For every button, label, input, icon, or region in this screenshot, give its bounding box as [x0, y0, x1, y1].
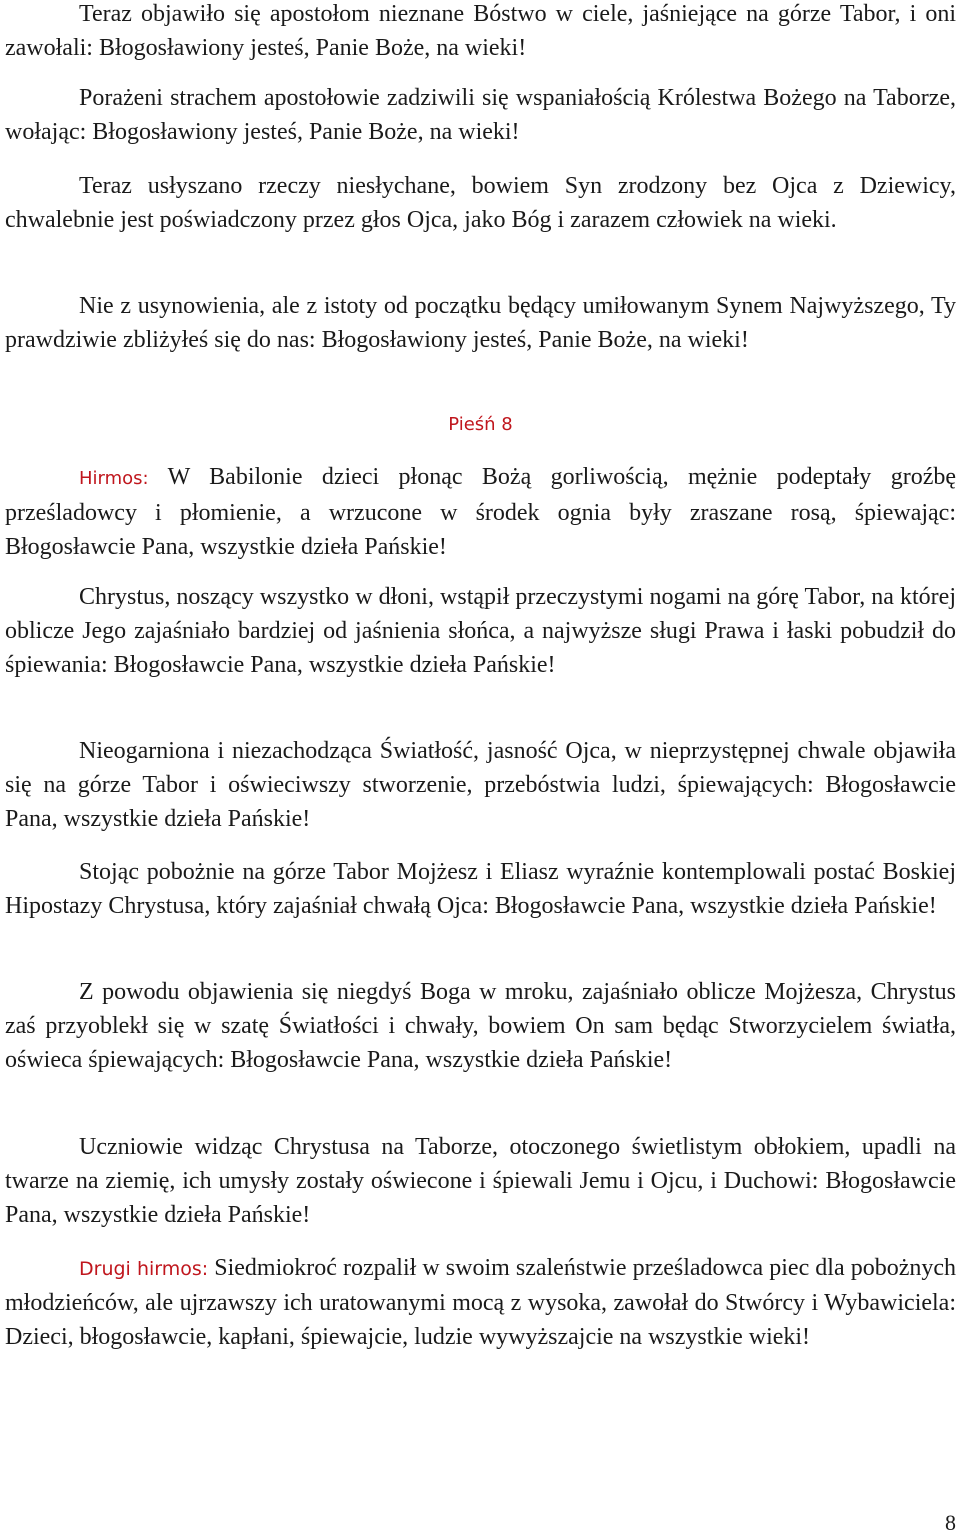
second-hirmos-text: Siedmiokroć rozpalił w swoim szaleństwie prześladowca piec dla pobożnych młodzieńców, ale ujrzawszy ich uratowanymi mocą z wysoka, zawołał do Stwórcy i Wybawiciela: Dzieci, błogosławcie, kapłani, śpiewajcie, ludzie wywyższajcie na wszystkie wieki! [5, 1255, 956, 1350]
page-number: 8 [945, 1510, 956, 1535]
section-heading: Pieśń 8 [448, 414, 513, 435]
second-hirmos-paragraph [5, 1251, 956, 1354]
troparion-5: Uczniowie widząc Chrystusa na Taborze, otoczonego świetlistym obłokiem, upadli na twarze na ziemię, ich umysły zostały oświecone i śpiewali Jemu i Ojcu, i Duchowi: Błogosławcie Pana, wszystkie dzieła Pańskie! [5, 1134, 956, 1228]
troparion-1: Chrystus, noszący wszystko w dłoni, wstąpił przeczystymi nogami na górę Tabor, na której oblicze Jego zajaśniało bardziej od jaśnienia słońca, a najwyższe sługi Prawa i łaski pobudził do śpiewania: Błogosławcie Pana, wszystkie dzieła Pańskie! [5, 584, 956, 678]
paragraph-4: Nie z usynowienia, ale z istoty od początku będący umiłowanym Synem Najwyższego, Ty prawdziwie zbliżyłeś się do nas: Błogosławiony jesteś, Panie Boże, na wieki! [5, 293, 956, 353]
paragraph-3: Teraz usłyszano rzeczy niesłychane, bowiem Syn zrodzony bez Ojca z Dziewicy, chwalebnie jest poświadczony przez głos Ojca, jako Bóg i zarazem człowiek na wieki. [5, 173, 956, 233]
troparion-2: Nieogarniona i niezachodząca Światłość, jasność Ojca, w nieprzystępnej chwale objawiła się na górze Tabor i oświeciwszy stworzenie, przebóstwia ludzi, śpiewających: Błogosławcie Pana, wszystkie dzieła Pańskie! [5, 738, 956, 832]
hirmos-paragraph [5, 460, 956, 564]
hirmos-label: Hirmos: [79, 468, 149, 489]
troparion-4: Z powodu objawienia się niegdyś Boga w mroku, zajaśniało oblicze Mojżesza, Chrystus zaś przyoblekł się w szatę Światłości i chwały, bowiem On sam będąc Stworzycielem światła, oświeca śpiewających: Błogosławcie Pana, wszystkie dzieła Pańskie! [5, 979, 956, 1073]
paragraph-2: Porażeni strachem apostołowie zadziwili się wspaniałością Królestwa Bożego na Taborze, wołając: Błogosławiony jesteś, Panie Boże, na wieki! [5, 85, 956, 145]
troparion-3: Stojąc pobożnie na górze Tabor Mojżesz i Eliasz wyraźnie kontemplowali postać Boskiej Hipostazy Chrystusa, który zajaśniał chwałą Ojca: Błogosławcie Pana, wszystkie dzieła Pańskie! [5, 859, 956, 919]
second-hirmos-label: Drugi hirmos: [79, 1258, 209, 1280]
hirmos-text: W Babilonie dzieci płonąc Bożą gorliwością, mężnie podeptały groźbę prześladowcy i płomienie, a wrzucone w środek ognia były zraszane rosą, śpiewając: Błogosławcie Pana, wszystkie dzieła Pańskie! [5, 464, 956, 560]
paragraph-1: Teraz objawiło się apostołom nieznane Bóstwo w ciele, jaśniejące na górze Tabor, i oni zawołali: Błogosławiony jesteś, Panie Boże, na wieki! [5, 1, 956, 61]
